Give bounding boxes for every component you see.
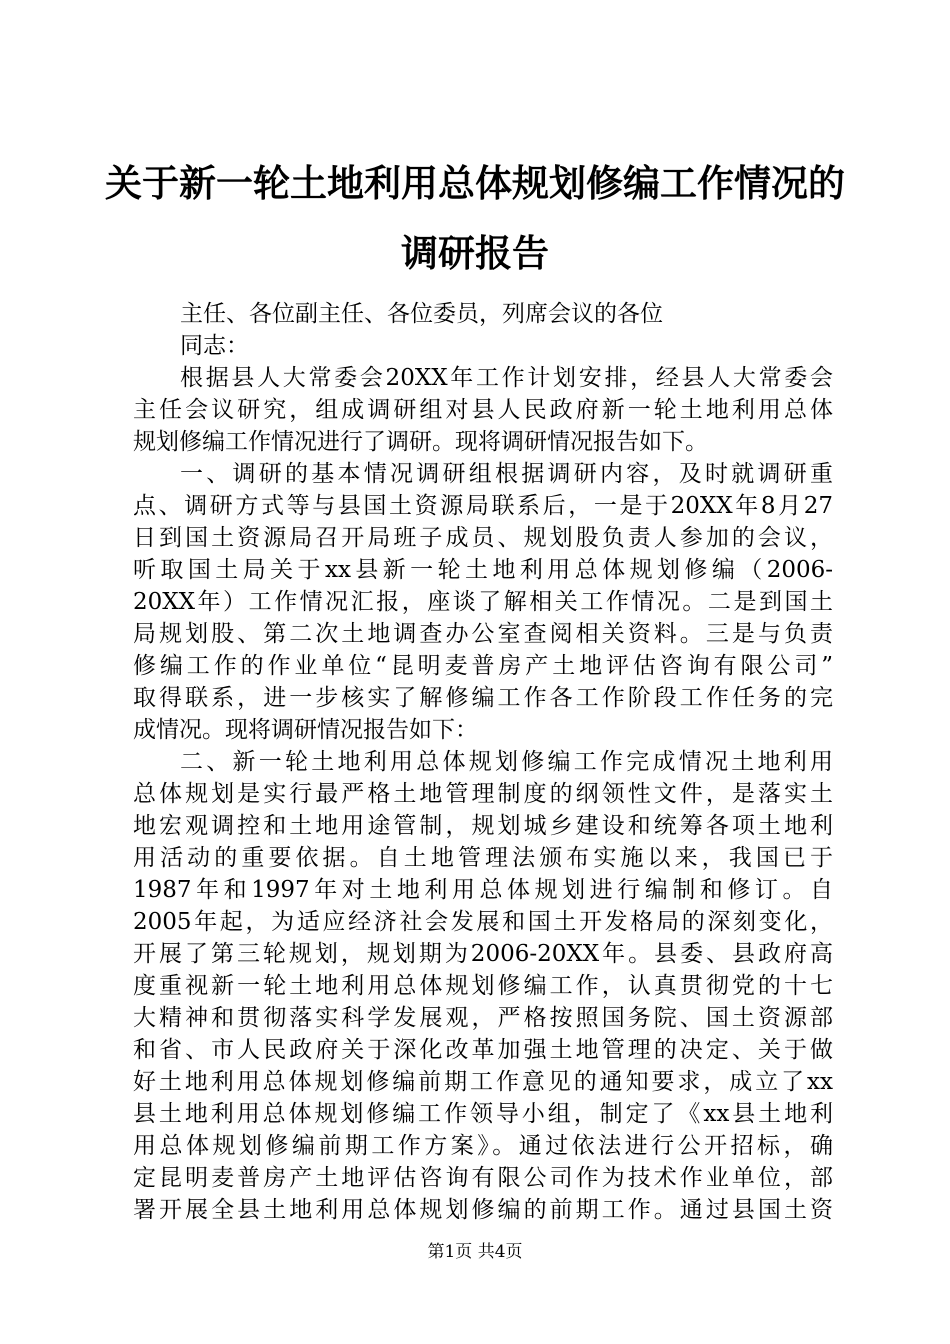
body-line: 成情况。现将调研情况报告如下： [133,717,478,743]
body-line: 地宏观调控和土地用途管制，规划城乡建设和统筹各项土地利 [133,813,833,839]
body-line: 开展了第三轮规划，规划期为2006-20XX年。县委、县政府高 [133,941,833,967]
body-line: 署开展全县土地利用总体规划修编的前期工作。通过县国土资 [133,1197,833,1223]
body-line: 2005年起，为适应经济社会发展和国土开发格局的深刻变化， [133,909,833,935]
body-line: 用总体规划修编前期工作方案》。通过依法进行公开招标，确 [133,1133,833,1159]
body-line: 用活动的重要依据。自土地管理法颁布实施以来，我国已于 [133,845,833,871]
body-line: 20XX年）工作情况汇报，座谈了解相关工作情况。二是到国土 [133,589,833,615]
body-line: 县土地利用总体规划修编工作领导小组，制定了《xx县土地利 [133,1101,833,1127]
page-number-footer: 第1页 共4页 [427,1242,523,1262]
document-title-line-2: 调研报告 [401,231,549,275]
body-line: 规划修编工作情况进行了调研。现将调研情况报告如下。 [133,429,708,455]
body-line: 根据县人大常委会20XX年工作计划安排，经县人大常委会 [180,365,833,391]
body-line: 1987年和1997年对土地利用总体规划进行编制和修订。自 [133,877,833,903]
body-line: 主任、各位副主任、各位委员，列席会议的各位 [180,301,663,327]
body-line: 局规划股、第二次土地调查办公室查阅相关资料。三是与负责 [133,621,833,647]
body-line: 同志： [180,333,249,359]
body-line: 和省、市人民政府关于深化改革加强土地管理的决定、关于做 [133,1037,833,1063]
document-title-line-1: 关于新一轮土地利用总体规划修编工作情况的 [105,161,845,205]
body-line: 取得联系，进一步核实了解修编工作各工作阶段工作任务的完 [133,685,833,711]
body-line: 主任会议研究，组成调研组对县人民政府新一轮土地利用总体 [133,397,833,423]
body-line: 一、调研的基本情况调研组根据调研内容，及时就调研重 [180,461,833,487]
body-line: 二、新一轮土地利用总体规划修编工作完成情况土地利用 [180,749,833,775]
body-line: 听取国土局关于xx县新一轮土地利用总体规划修编（2006- [133,557,833,583]
body-line: 点、调研方式等与县国土资源局联系后，一是于20XX年8月27 [133,493,833,519]
body-line: 总体规划是实行最严格土地管理制度的纲领性文件，是落实土 [133,781,833,807]
body-line: 好土地利用总体规划修编前期工作意见的通知要求，成立了xx [133,1069,833,1095]
body-line: 日到国土资源局召开局班子成员、规划股负责人参加的会议， [133,525,833,551]
body-line: 修编工作的作业单位“昆明麦普房产土地评估咨询有限公司” [133,653,833,679]
body-line: 大精神和贯彻落实科学发展观，严格按照国务院、国土资源部 [133,1005,833,1031]
body-line: 定昆明麦普房产土地评估咨询有限公司作为技术作业单位，部 [133,1165,833,1191]
body-line: 度重视新一轮土地利用总体规划修编工作，认真贯彻党的十七 [133,973,833,999]
